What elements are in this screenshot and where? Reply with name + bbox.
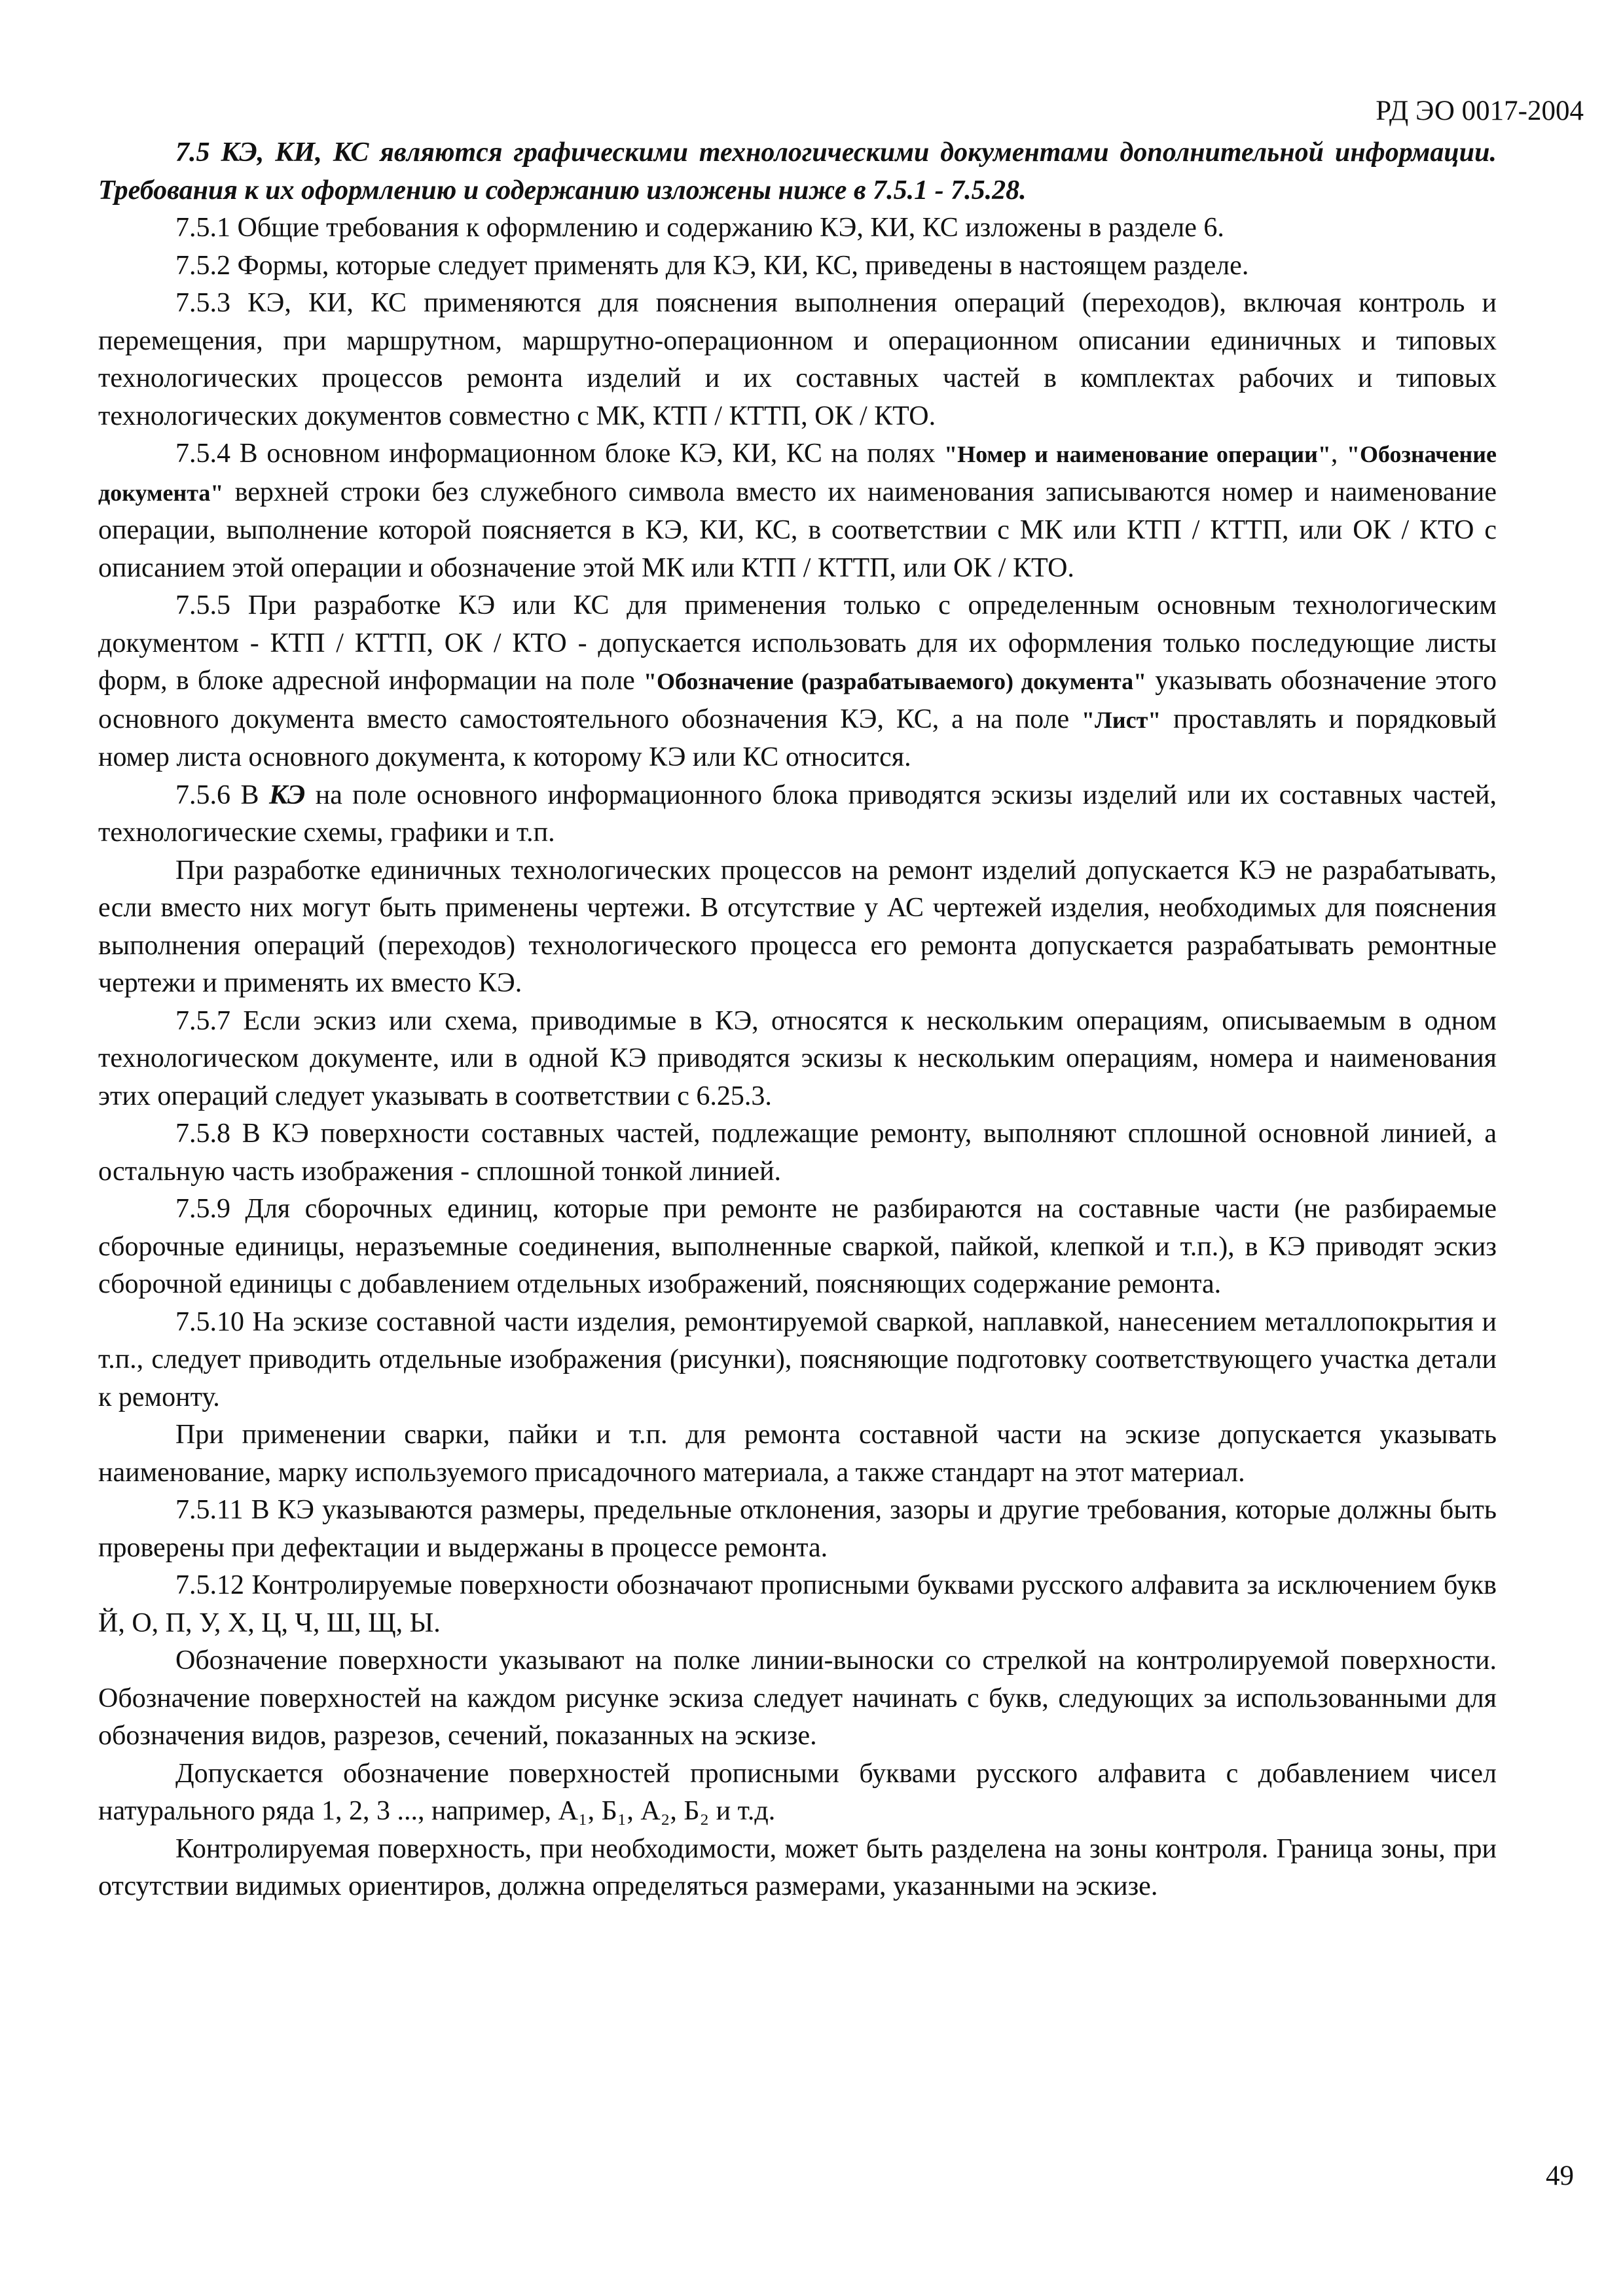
paragraph-7-5-5	[98, 587, 1497, 777]
page-number: 49	[1546, 2161, 1574, 2191]
paragraph-7-5-1: 7.5.1 Общие требования к оформлению и содержанию КЭ, КИ, КС изложены в разделе 6.	[175, 213, 1224, 243]
paragraph-7-5-12-note-1: Обозначение поверхности указывают на полке линии-выноски со стрелкой на контролируемой поверхности. Обозначение поверхностей на каждом рисунке эскиза следует начинать с букв, следующих за использованными для обозначения видов, разрезов, сечений, показанных на эскизе.	[98, 1645, 1497, 1751]
paragraph-7-5-4	[98, 435, 1497, 587]
paragraph-7-5-12-note-2: Допускается обозначение поверхностей прописными буквами русского алфавита с добавлением чисел натурального ряда 1, 2, 3 ..., например, А₁, Б₁, А₂, Б₂ и т.д.	[98, 1758, 1497, 1826]
paragraph-text: ,	[1330, 439, 1347, 469]
field-name: "Обозначение (разрабатываемого) документа"	[644, 668, 1147, 694]
paragraph-7-5-3: 7.5.3 КЭ, КИ, КС применяются для пояснения выполнения операций (переходов), включая контроль и перемещения, при маршрутном, маршрутно-операционном и операционном описании единичных и типовых технологических процессов ремонта изделий и их составных частей в комплектах рабочих и типовых технологических документов совместно с МК, КТП / КТТП, ОК / КТО.	[98, 288, 1497, 431]
paragraph-7-5-12-note-3: Контролируемая поверхность, при необходимости, может быть разделена на зоны контроля. Граница зоны, при отсутствии видимых ориентиров, должна определяться размерами, указанными на эскизе.	[98, 1833, 1497, 1901]
paragraph-text: 7.5.5 При разработке КЭ или КС для применения только с определенным основным технологическим документом - КТП / КТТП, ОК / КТО - допускается использовать для их оформления только последующие листы форм, в блоке адресной информации на поле	[98, 590, 1497, 696]
body-text	[98, 134, 1497, 1906]
paragraph-7-5-6	[98, 777, 1497, 852]
paragraph-7-5-9: 7.5.9 Для сборочных единиц, которые при ремонте не разбираются на составные части (не разбираемые сборочные единицы, неразъемные соединения, выполненные сваркой, пайкой, клепкой и т.п.), в КЭ приводят эскиз сборочной единицы с добавлением отдельных изображений, поясняющих содержание ремонта.	[98, 1194, 1497, 1299]
paragraph-text: 7.5.4 В основном информационном блоке КЭ, КИ, КС на полях	[175, 439, 945, 469]
paragraph-7-5-12: 7.5.12 Контролируемые поверхности обозначают прописными буквами русского алфавита за исключением букв Й, О, П, У, Х, Ц, Ч, Ш, Щ, Ы.	[98, 1570, 1497, 1638]
field-name: "Номер и наименование операции"	[944, 441, 1331, 467]
paragraph-text: проставлять и порядковый номер листа основного документа, к которому КЭ или КС относится.	[98, 704, 1497, 772]
paragraph-7-5-8: 7.5.8 В КЭ поверхности составных частей, подлежащие ремонту, выполняют сплошной основной линией, а остальную часть изображения - сплошной тонкой линией.	[98, 1119, 1497, 1187]
paragraph-text: верхней строки без служебного символа вместо их наименования записываются номер и наименование операции, выполнение которой поясняется в КЭ, КИ, КС, в соответствии с МК или КТП / КТТП, или ОК / КТО с описанием этой операции и обозначение этой МК или КТП / КТТП, или ОК / КТО.	[98, 476, 1497, 583]
document-code: РД ЭО 0017-2004	[1376, 96, 1584, 126]
paragraph-text: 7.5.6 В	[175, 780, 269, 810]
paragraph-7-5-11: 7.5.11 В КЭ указываются размеры, предельные отклонения, зазоры и другие требования, которые должны быть проверены при дефектации и выдержаны в процессе ремонта.	[98, 1495, 1497, 1563]
field-name: "Лист"	[1082, 706, 1161, 733]
emphasized-term: КЭ	[268, 780, 306, 810]
field-name: "Обозначение документа"	[98, 441, 1497, 506]
paragraph-text: указывать обозначение этого основного документа вместо самостоятельного обозначения КЭ, КС, а на поле	[98, 666, 1497, 734]
paragraph-7-5-7: 7.5.7 Если эскиз или схема, приводимые в КЭ, относятся к нескольким операциям, описываемым в одном технологическом документе, или в одной КЭ приводятся эскизы к нескольким операциям, номера и наименования этих операций следует указывать в соответствии с 6.25.3.	[98, 1005, 1497, 1111]
paragraph-7-5-10-note: При применении сварки, пайки и т.п. для ремонта составной части на эскизе допускается указывать наименование, марку используемого присадочного материала, а также стандарт на этот материал.	[98, 1420, 1497, 1488]
paragraph-7-5-10: 7.5.10 На эскизе составной части изделия, ремонтируемой сваркой, наплавкой, нанесением металлопокрытия и т.п., следует приводить отдельные изображения (рисунки), поясняющие подготовку соответствующего участка детали к ремонту.	[98, 1306, 1497, 1412]
paragraph-7-5-2: 7.5.2 Формы, которые следует применять для КЭ, КИ, КС, приведены в настоящем разделе.	[175, 250, 1249, 281]
paragraph-text: на поле основного информационного блока приводятся эскизы изделий или их составных частей, технологические схемы, графики и т.п.	[98, 780, 1497, 848]
paragraph-7-5-6-note: При разработке единичных технологических процессов на ремонт изделий допускается КЭ не разрабатывать, если вместо них могут быть применены чертежи. В отсутствие у АС чертежей изделия, необходимых для пояснения выполнения операций (переходов) технологического процесса его ремонта допускается разрабатывать ремонтные чертежи и применять их вместо КЭ.	[98, 855, 1497, 998]
paragraph-7-5: 7.5 КЭ, КИ, КС являются графическими технологическими документами дополнительной информации. Требования к их оформлению и содержанию изложены ниже в 7.5.1 - 7.5.28.	[98, 137, 1497, 206]
